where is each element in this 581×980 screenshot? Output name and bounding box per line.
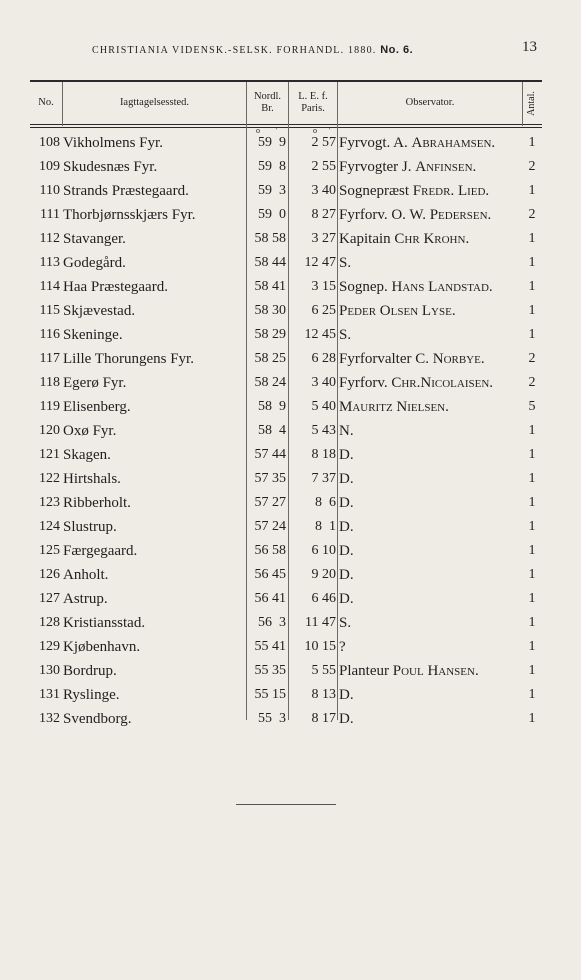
- page-number: 13: [522, 39, 537, 55]
- row-observer: [339, 662, 479, 680]
- row-observer: [339, 374, 493, 392]
- row-latitude: 59 0: [258, 207, 286, 222]
- row-observer-text: D.: [339, 543, 354, 559]
- row-place: Elisenberg.: [63, 399, 131, 415]
- lon-degree-mark: o: [313, 126, 317, 135]
- table-row: [30, 466, 542, 490]
- row-number: 123: [39, 495, 60, 510]
- row-observer: [339, 182, 489, 200]
- table-row: [30, 322, 542, 346]
- row-number: 129: [39, 639, 60, 654]
- table-row: [30, 634, 542, 658]
- row-longitude: 3 27: [311, 231, 336, 246]
- row-observer: [339, 326, 351, 344]
- row-number: 112: [39, 231, 60, 246]
- row-observer: [339, 518, 354, 536]
- row-place: Vikholmens Fyr.: [63, 135, 163, 151]
- row-number: 120: [39, 423, 60, 438]
- row-longitude: 3 40: [311, 375, 336, 390]
- row-observer: [339, 566, 354, 584]
- row-count: 1: [528, 279, 536, 294]
- row-count: 1: [528, 135, 536, 150]
- row-latitude: 55 3: [258, 711, 286, 726]
- row-count: 1: [528, 327, 536, 342]
- row-latitude: 59 9: [258, 135, 286, 150]
- row-longitude: 10 15: [304, 639, 336, 654]
- row-number: 117: [39, 351, 60, 366]
- header-no: No.: [38, 97, 54, 108]
- header-place: Iagttagelsessted.: [119, 97, 190, 108]
- row-longitude: 8 17: [311, 711, 336, 726]
- row-latitude: 56 3: [258, 615, 286, 630]
- table-row: [30, 490, 542, 514]
- table-row: [30, 298, 542, 322]
- row-place: Skagen.: [63, 447, 111, 463]
- row-observer-text: D.: [339, 591, 354, 607]
- row-number: 124: [39, 519, 60, 534]
- table-row: [30, 394, 542, 418]
- row-longitude: 8 1: [315, 519, 336, 534]
- row-longitude: 6 46: [311, 591, 336, 606]
- row-observer: [339, 302, 456, 320]
- row-observer-text: Fyrforv. O. W.: [339, 207, 430, 223]
- row-place: Skudesnæs Fyr.: [63, 159, 158, 175]
- row-number: 108: [39, 135, 60, 150]
- row-number: 116: [39, 327, 60, 342]
- row-number: 131: [39, 687, 60, 702]
- lon-minute-mark: ': [329, 126, 331, 135]
- row-latitude: 58 29: [254, 327, 286, 342]
- row-observer-text: N.: [339, 423, 354, 439]
- row-observer: [339, 446, 354, 464]
- row-latitude: 59 3: [258, 183, 286, 198]
- row-count: 1: [528, 567, 536, 582]
- table-row: [30, 442, 542, 466]
- row-observer: [339, 590, 354, 608]
- row-place: Ribberholt.: [63, 495, 131, 511]
- row-latitude: 55 35: [254, 663, 286, 678]
- row-observer: [339, 398, 449, 416]
- table-row: [30, 226, 542, 250]
- row-observer: [339, 494, 354, 512]
- row-observer: [339, 470, 354, 488]
- row-observer: [339, 542, 354, 560]
- row-observer: [339, 686, 354, 704]
- row-observer-text: Fyrforvalter C.: [339, 351, 433, 367]
- row-latitude: 57 24: [254, 519, 286, 534]
- row-observer: [339, 230, 469, 248]
- row-place: Ryslinge.: [63, 687, 120, 703]
- row-observer-name: Poul Hansen.: [392, 663, 479, 679]
- row-observer-text: D.: [339, 519, 354, 535]
- row-latitude: 58 24: [254, 375, 286, 390]
- row-observer-text: S.: [339, 615, 352, 631]
- row-longitude: 8 13: [311, 687, 336, 702]
- row-count: 1: [528, 471, 536, 486]
- row-latitude: 56 45: [254, 567, 286, 582]
- row-longitude: 8 27: [311, 207, 336, 222]
- row-place: Slustrup.: [63, 519, 117, 535]
- row-observer-name: Anfinsen.: [415, 159, 477, 175]
- row-observer-text: Sognep.: [339, 279, 392, 295]
- row-place: Godegård.: [63, 255, 126, 271]
- end-rule: [236, 804, 336, 805]
- table-row: [30, 250, 542, 274]
- row-observer-text: Fyrforv.: [339, 375, 392, 391]
- row-longitude: 6 10: [311, 543, 336, 558]
- table-row: [30, 610, 542, 634]
- row-observer-text: ?: [339, 639, 346, 655]
- row-observer-name: Norbye.: [432, 351, 485, 367]
- row-count: 1: [528, 687, 536, 702]
- row-count: 1: [528, 183, 536, 198]
- table-row: [30, 154, 542, 178]
- row-latitude: 55 41: [254, 639, 286, 654]
- row-number: 118: [39, 375, 60, 390]
- table-row: [30, 370, 542, 394]
- header-latitude-line1: Nordl.: [253, 91, 282, 102]
- row-place: Thorbjørnsskjærs Fyr.: [63, 207, 196, 223]
- row-latitude: 55 15: [254, 687, 286, 702]
- table-row: [30, 658, 542, 682]
- row-place: Astrup.: [63, 591, 108, 607]
- row-count: 1: [528, 639, 536, 654]
- row-observer-text: D.: [339, 495, 354, 511]
- row-count: 1: [528, 591, 536, 606]
- row-observer: [339, 614, 351, 632]
- row-latitude: 58 30: [254, 303, 286, 318]
- row-place: Egerø Fyr.: [63, 375, 127, 391]
- row-place: Oxø Fyr.: [63, 423, 117, 439]
- row-latitude: 58 41: [254, 279, 286, 294]
- table-row: [30, 586, 542, 610]
- row-number: 109: [39, 159, 60, 174]
- row-count: 1: [528, 615, 536, 630]
- header-longitude: [289, 82, 337, 124]
- table-row: [30, 346, 542, 370]
- row-number: 126: [39, 567, 60, 582]
- table-row: [30, 178, 542, 202]
- table-row: [30, 514, 542, 538]
- row-observer-text: Sognepræst: [339, 183, 413, 199]
- header-latitude: [247, 82, 288, 124]
- row-count: 1: [528, 255, 536, 270]
- row-observer-text: Kapitain: [339, 231, 395, 247]
- row-observer-name: Hans Landstad.: [391, 279, 493, 295]
- row-longitude: 5 43: [311, 423, 336, 438]
- row-count: 1: [528, 447, 536, 462]
- row-count: 2: [528, 351, 536, 366]
- row-observer: [339, 638, 346, 656]
- row-count: 1: [528, 543, 536, 558]
- row-longitude: 6 28: [311, 351, 336, 366]
- row-number: 115: [39, 303, 60, 318]
- row-observer-name: Peder Olsen Lyse.: [339, 303, 456, 319]
- table-body: [30, 130, 542, 730]
- row-latitude: 58 25: [254, 351, 286, 366]
- header-longitude-line2: Paris.: [301, 103, 325, 114]
- row-observer-name: Chr.Nicolaisen.: [391, 375, 494, 391]
- row-number: 110: [39, 183, 60, 198]
- row-place: Kjøbenhavn.: [63, 639, 141, 655]
- row-place: Svendborg.: [63, 711, 132, 727]
- row-observer: [339, 422, 354, 440]
- header-count: [522, 84, 540, 122]
- row-latitude: 58 9: [258, 399, 286, 414]
- row-number: 111: [40, 207, 60, 222]
- row-latitude: 58 44: [254, 255, 286, 270]
- row-observer-name: Fredr. Lied.: [412, 183, 490, 199]
- row-latitude: 58 4: [258, 423, 286, 438]
- row-number: 119: [39, 399, 60, 414]
- row-count: 1: [528, 231, 536, 246]
- row-observer: [339, 206, 491, 224]
- row-number: 127: [39, 591, 60, 606]
- row-place: Bordrup.: [63, 663, 117, 679]
- row-observer: [339, 134, 495, 152]
- row-observer-text: D.: [339, 447, 354, 463]
- row-count: 1: [528, 303, 536, 318]
- row-longitude: 5 40: [311, 399, 336, 414]
- row-observer-text: Fyrvogter J.: [339, 159, 416, 175]
- row-longitude: 2 55: [311, 159, 336, 174]
- row-count: 1: [528, 495, 536, 510]
- row-place: Stavanger.: [63, 231, 126, 247]
- row-number: 132: [39, 711, 60, 726]
- row-observer-text: D.: [339, 471, 354, 487]
- row-number: 114: [39, 279, 60, 294]
- row-observer-name: Chr Krohn.: [394, 231, 470, 247]
- row-place: Lille Thorungens Fyr.: [63, 351, 194, 367]
- row-latitude: 57 44: [254, 447, 286, 462]
- row-observer-text: Planteur: [339, 663, 393, 679]
- row-number: 128: [39, 615, 60, 630]
- row-longitude: 11 47: [305, 615, 336, 630]
- header-longitude-line1: L. E. f.: [298, 91, 328, 102]
- row-place: Skjævestad.: [63, 303, 136, 319]
- table-row: [30, 418, 542, 442]
- table-row: [30, 682, 542, 706]
- row-count: 5: [528, 399, 536, 414]
- row-count: 1: [528, 519, 536, 534]
- row-longitude: 8 6: [315, 495, 336, 510]
- row-longitude: 6 25: [311, 303, 336, 318]
- row-latitude: 57 35: [254, 471, 286, 486]
- row-number: 113: [39, 255, 60, 270]
- row-place: Skeninge.: [63, 327, 123, 343]
- row-count: 2: [528, 207, 536, 222]
- row-observer-text: D.: [339, 687, 354, 703]
- row-observer-name: Pedersen.: [429, 207, 492, 223]
- row-observer-name: Mauritz Nielsen.: [339, 399, 449, 415]
- row-count: 1: [528, 663, 536, 678]
- row-longitude: 12 45: [304, 327, 336, 342]
- row-observer: [339, 350, 485, 368]
- row-longitude: 8 18: [311, 447, 336, 462]
- row-observer-text: S.: [339, 327, 352, 343]
- table-row: [30, 202, 542, 226]
- row-observer: [339, 710, 354, 728]
- table-row: [30, 274, 542, 298]
- row-observer: [339, 158, 476, 176]
- row-place: Anholt.: [63, 567, 109, 583]
- header-latitude-line2: Br.: [261, 103, 274, 114]
- table-row: [30, 130, 542, 154]
- row-observer: [339, 254, 351, 272]
- row-count: 2: [528, 375, 536, 390]
- row-latitude: 56 58: [254, 543, 286, 558]
- row-latitude: 59 8: [258, 159, 286, 174]
- row-number: 122: [39, 471, 60, 486]
- row-longitude: 3 15: [311, 279, 336, 294]
- row-latitude: 58 58: [254, 231, 286, 246]
- row-longitude: 5 55: [311, 663, 336, 678]
- table-row: [30, 538, 542, 562]
- row-observer-text: S.: [339, 255, 352, 271]
- journal-title: [92, 44, 413, 56]
- row-place: Kristiansstad.: [63, 615, 146, 631]
- row-count: 1: [528, 711, 536, 726]
- row-observer-text: D.: [339, 567, 354, 583]
- row-count: 2: [528, 159, 536, 174]
- table-row: [30, 562, 542, 586]
- row-place: Hirtshals.: [63, 471, 121, 487]
- table-row: [30, 706, 542, 730]
- row-number: 130: [39, 663, 60, 678]
- row-latitude: 56 41: [254, 591, 286, 606]
- row-latitude: 57 27: [254, 495, 286, 510]
- page-header: [0, 38, 581, 60]
- row-longitude: 9 20: [311, 567, 336, 582]
- row-place: Haa Præstegaard.: [63, 279, 168, 295]
- row-longitude: 3 40: [311, 183, 336, 198]
- journal-name: CHRISTIANIA VIDENSK.-SELSK. FORHANDL. 1880.: [92, 45, 377, 56]
- header-observer: Observator.: [405, 97, 455, 108]
- row-count: 1: [528, 423, 536, 438]
- row-observer-name: Abrahamsen.: [411, 135, 496, 151]
- header-count-label: Antal.: [525, 90, 537, 116]
- row-longitude: 2 57: [311, 135, 336, 150]
- row-observer-text: D.: [339, 711, 354, 727]
- journal-number: No. 6.: [380, 44, 414, 56]
- row-observer: [339, 278, 493, 296]
- row-number: 125: [39, 543, 60, 558]
- lat-degree-mark: o: [256, 126, 260, 135]
- row-place: Strands Præstegaard.: [63, 183, 189, 199]
- lat-minute-mark: ': [276, 126, 278, 135]
- row-place: Færgegaard.: [63, 543, 138, 559]
- row-longitude: 7 37: [311, 471, 336, 486]
- row-longitude: 12 47: [304, 255, 336, 270]
- row-number: 121: [39, 447, 60, 462]
- header-rule: [30, 124, 542, 125]
- row-observer-text: Fyrvogt. A.: [339, 135, 412, 151]
